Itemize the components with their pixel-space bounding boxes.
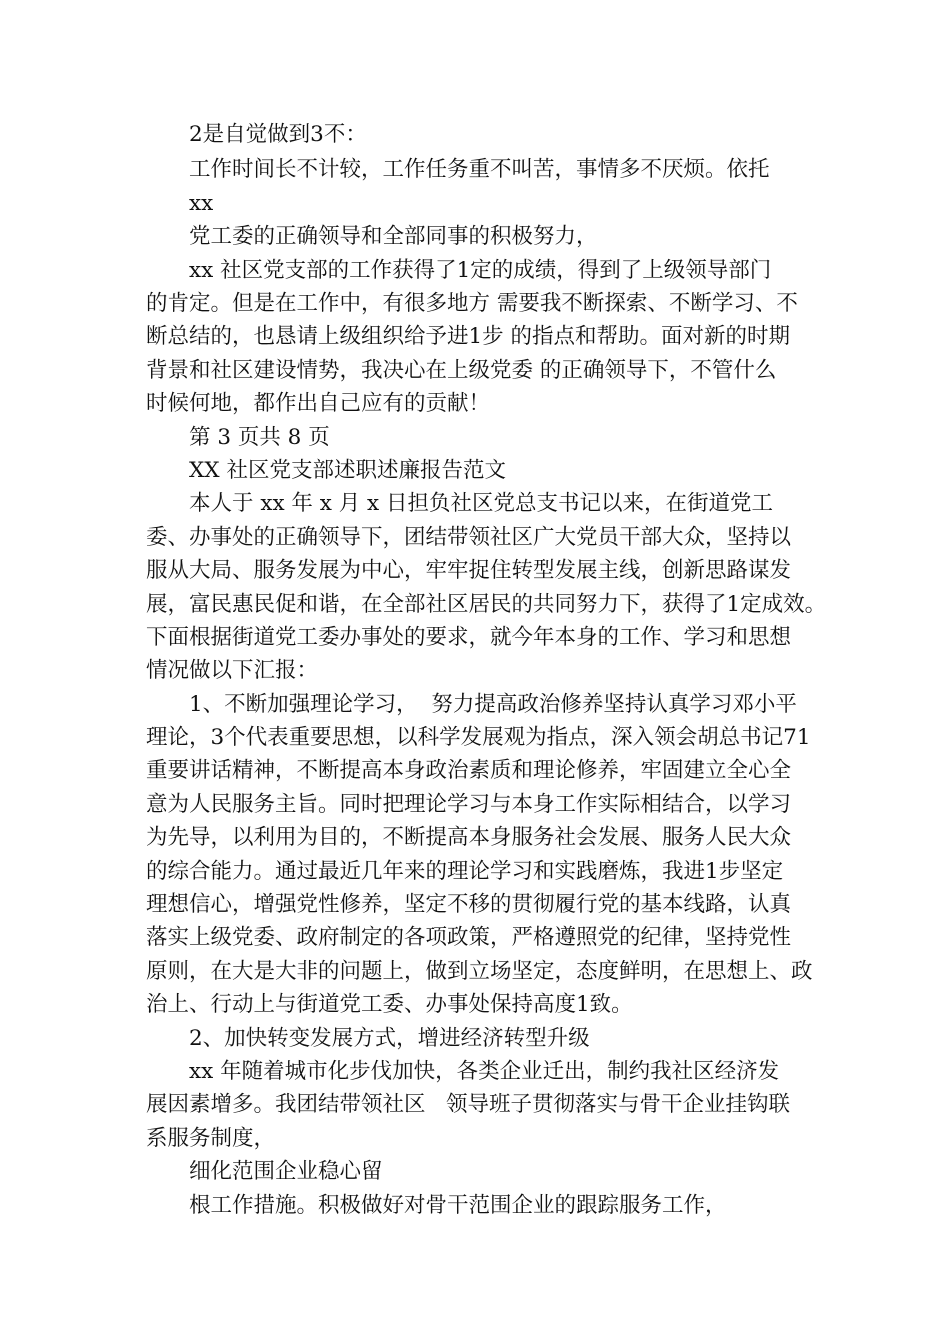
text-line: 2、加快转变发展方式，增进经济转型升级 [189, 1026, 590, 1051]
text-line: 根工作措施。积极做好对骨干范围企业的跟踪服务工作， [189, 1193, 727, 1218]
text-line: 意为人民服务主旨。同时把理论学习与本身工作实际相结合，以学习 [146, 792, 792, 817]
text-line: 下面根据街道党工委办事处的要求，就今年本身的工作、学习和思想 [146, 625, 792, 650]
text-line: 党工委的正确领导和全部同事的积极努力， [189, 224, 598, 249]
text-line: 展，富民惠民促和谐，在全部社区居民的共同努力下，获得了1定成效。 [146, 592, 827, 617]
text-line: xx 社区党支部的工作获得了1定的成绩，得到了上级领导部门 [189, 258, 772, 283]
text-line: 背景和社区建设情势，我决心在上级党委 的正确领导下，不管什么 [146, 358, 777, 383]
text-line: 工作时间长不计较，工作任务重不叫苦，事情多不厌烦。依托 [189, 157, 770, 182]
text-line: 本人于 xx 年 x 月 x 日担负社区党总支书记以来，在街道党工 [189, 491, 774, 516]
text-line: 1、不断加强理论学习， 努力提高政治修养坚持认真学习邓小平 [189, 692, 797, 717]
text-line: 情况做以下汇报： [146, 658, 319, 683]
page-number: 第 3 页共 8 页 [189, 425, 330, 450]
text-line: 断总结的，也恳请上级组织给予进1步 的指点和帮助。面对新的时期 [146, 324, 791, 349]
section-title: XX 社区党支部述职述廉报告范文 [189, 458, 506, 483]
text-line: 理论，3个代表重要思想，以科学发展观为指点，深入领会胡总书记71 [146, 725, 811, 750]
text-line: 的肯定。但是在工作中，有很多地方 需要我不断探索、不断学习、不 [146, 291, 798, 316]
text-line: 的综合能力。通过最近几年来的理论学习和实践磨炼，我进1步坚定 [146, 859, 784, 884]
text-line: 委、办事处的正确领导下，团结带领社区广大党员干部大众，坚持以 [146, 525, 792, 550]
text-line: 系服务制度， [146, 1126, 276, 1151]
text-line: 2是自觉做到3不： [189, 122, 367, 147]
text-line: 展因素增多。我团结带领社区 领导班子贯彻落实与骨干企业挂钩联 [146, 1092, 791, 1117]
text-line: 落实上级党委、政府制定的各项政策，严格遵照党的纪律，坚持党性 [146, 925, 792, 950]
text-line: xx 年随着城市化步伐加快，各类企业迁出，制约我社区经济发 [189, 1059, 780, 1084]
text-line: 为先导，以利用为目的，不断提高本身服务社会发展、服务人民大众 [146, 825, 792, 850]
text-line: xx [189, 191, 214, 216]
text-line: 细化范围企业稳心留 [189, 1159, 383, 1184]
text-line: 理想信心，增强党性修养，坚定不移的贯彻履行党的基本线路，认真 [146, 892, 792, 917]
text-line: 时候何地，都作出自己应有的贡献！ [146, 391, 491, 416]
text-line: 原则，在大是大非的问题上，做到立场坚定，态度鲜明，在思想上、政 [146, 959, 813, 984]
text-line: 重要讲话精神，不断提高本身政治素质和理论修养，牢固建立全心全 [146, 758, 792, 783]
text-line: 治上、行动上与街道党工委、办事处保持高度1致。 [146, 992, 633, 1017]
text-line: 服从大局、服务发展为中心，牢牢捉住转型发展主线，创新思路谋发 [146, 558, 792, 583]
